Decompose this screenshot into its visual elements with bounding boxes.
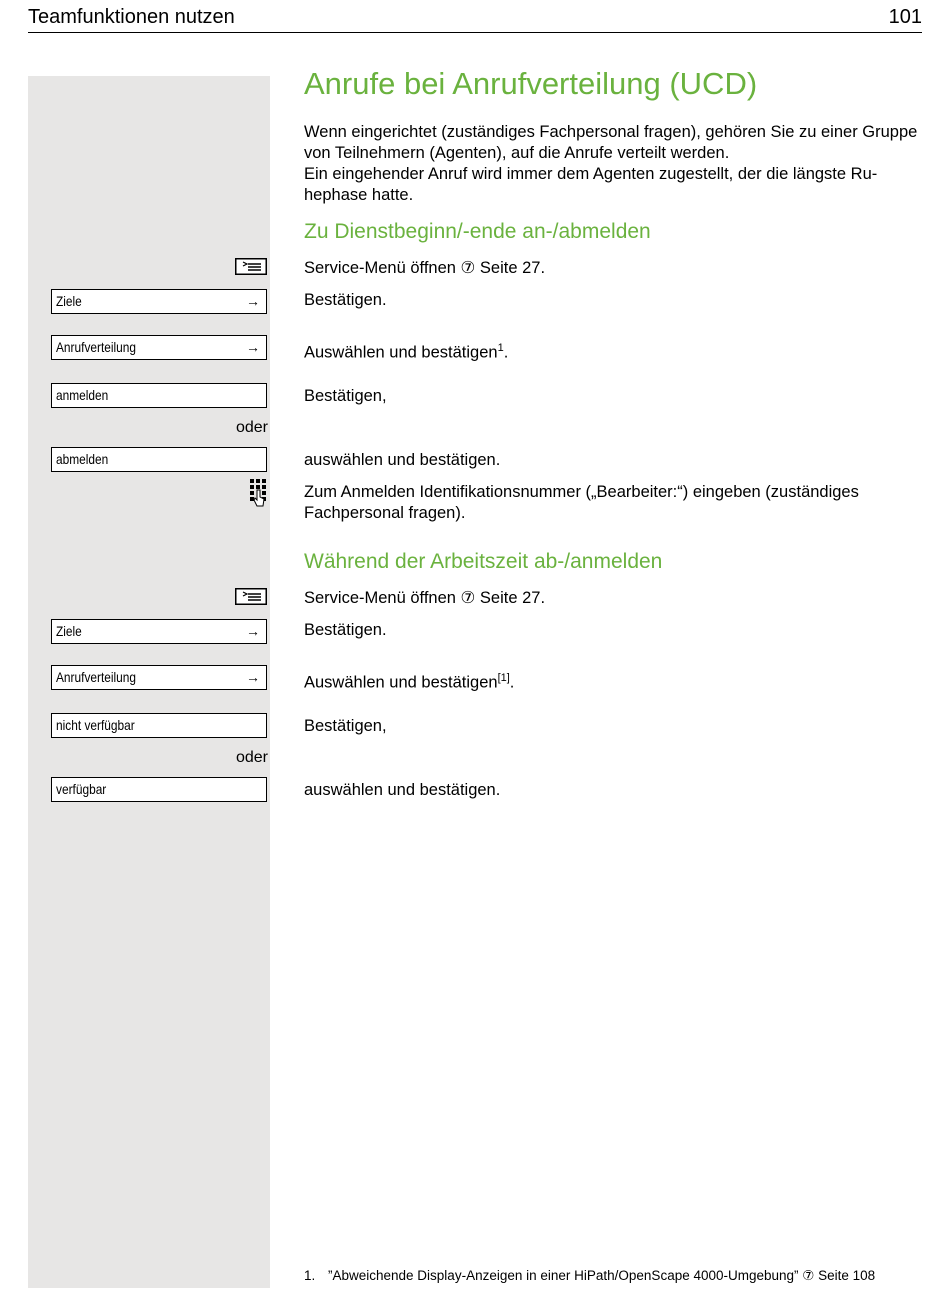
option-label: verfügbar: [56, 781, 107, 797]
step-text: Service-Menü öffnen ⑦ Seite 27.: [304, 259, 546, 277]
option-label: abmelden: [56, 451, 109, 467]
step-text: auswählen und bestätigen.: [304, 451, 501, 469]
display-option-ziele[interactable]: [51, 619, 267, 644]
oder-label: oder: [235, 419, 268, 436]
display-option-verfuegbar[interactable]: [51, 777, 267, 802]
page-number: 101: [888, 6, 922, 28]
step-label: Auswählen und bestätigen: [304, 343, 498, 362]
display-option-anrufverteilung[interactable]: [51, 335, 267, 360]
page-title: Anrufe bei Anrufverteilung (UCD): [304, 66, 758, 101]
step-text: Bestätigen,: [304, 717, 387, 735]
running-header-title: Teamfunktionen nutzen: [28, 6, 235, 28]
footnote: [304, 1268, 875, 1284]
service-menu-key-icon: [235, 258, 267, 275]
step-text: Auswählen und bestätigen[1].: [304, 672, 515, 692]
oder-label: oder: [235, 749, 268, 766]
option-label: anmelden: [56, 387, 109, 403]
step-text: Auswählen und bestätigen$^1$.: [304, 342, 509, 362]
option-label: nicht verfügbar: [56, 717, 135, 733]
footnote-ref[interactable]: [1]: [497, 672, 510, 684]
display-option-nicht-verfuegbar[interactable]: [51, 713, 267, 738]
arrow-right-icon: →: [246, 623, 260, 639]
step-label: Auswählen und bestätigen: [304, 673, 498, 692]
header-rule: [28, 32, 922, 33]
step-text: auswählen und bestätigen.: [304, 781, 501, 799]
display-option-anmelden[interactable]: [51, 383, 267, 408]
step-text: Bestätigen,: [304, 387, 387, 405]
footnote-ref[interactable]: 1: [497, 342, 504, 354]
section-heading: Zu Dienstbeginn/-ende an-/abmelden: [304, 220, 651, 243]
option-label: Ziele: [56, 293, 82, 309]
option-label: Ziele: [56, 623, 82, 639]
footnote-number: 1.: [304, 1268, 316, 1283]
display-option-anrufverteilung[interactable]: [51, 665, 267, 690]
arrow-right-icon: →: [246, 293, 260, 309]
step-text: Bestätigen.: [304, 621, 387, 639]
keypad-icon: [248, 478, 268, 508]
display-option-abmelden[interactable]: [51, 447, 267, 472]
display-option-ziele[interactable]: [51, 289, 267, 314]
intro-paragraph: Wenn eingerichtet (zuständiges Fachpersonal fragen), gehören Sie zu einer Gruppe von Teilnehmern (Agenten), auf die Anrufe verteilt werden.: [304, 123, 918, 162]
section-heading: Während der Arbeitszeit ab-/anmelden: [304, 550, 663, 573]
step-text: Zum Anmelden Identifikationsnummer („Bearbeiter:“) eingeben (zuständiges Fachpersonal fragen).: [304, 483, 859, 522]
intro-paragraph: Ein eingehender Anruf wird immer dem Agenten zugestellt, der die längste Ruhephase hatte.: [304, 165, 878, 204]
option-label: Anrufverteilung: [56, 339, 137, 355]
step-text: Service-Menü öffnen ⑦ Seite 27.: [304, 589, 546, 607]
option-label: Anrufverteilung: [56, 669, 137, 685]
arrow-right-icon: →: [246, 669, 260, 685]
footnote-text: ”Abweichende Display-Anzeigen in einer HiPath/OpenScape 4000-Umgebung” ⑦ Seite 108: [328, 1268, 876, 1283]
arrow-right-icon: →: [246, 339, 260, 355]
service-menu-key-icon: [235, 588, 267, 605]
step-text: Bestätigen.: [304, 291, 387, 309]
